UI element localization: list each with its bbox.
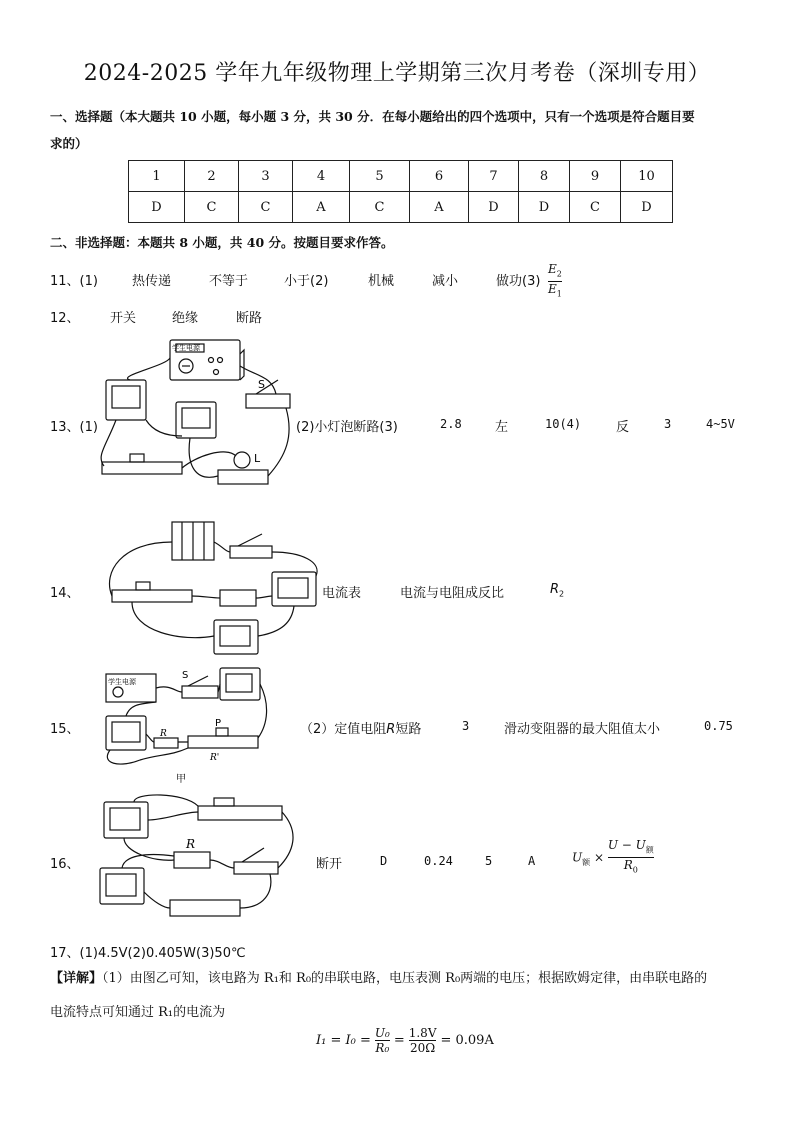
detail-paragraph <box>50 962 750 1030</box>
switch-label: S <box>182 670 189 681</box>
q15-answer-text: （2）定值电阻 <box>300 722 387 737</box>
formula-subscript: 额 <box>582 857 591 867</box>
frac-den-symbol: E <box>548 282 557 297</box>
table-cell: 2 <box>185 161 239 192</box>
equation-lhs: I₁ = I₀ = <box>316 1033 371 1048</box>
lamp-label: L <box>254 452 261 465</box>
q12-answer: 开关 <box>110 311 137 326</box>
q13-answer: (2)小灯泡断路(3) <box>296 420 398 435</box>
resistor-label: R <box>160 729 167 739</box>
answer-table-numbers-row <box>129 161 673 192</box>
q16-answer: 0.24 <box>424 854 453 868</box>
q15-answer <box>300 718 421 737</box>
detail-line: 电流特点可知通过 R₁的电流为 <box>50 1005 226 1020</box>
resistor <box>154 738 178 748</box>
q11-answer: 不等于 <box>209 274 249 289</box>
frac-num-symbol: E <box>548 262 557 276</box>
detail-line <box>50 962 750 996</box>
detail-tag: 【详解】 <box>50 971 103 986</box>
table-cell: A <box>410 192 469 223</box>
q12-answer: 断路 <box>236 311 263 326</box>
q11-fraction <box>548 262 562 302</box>
q12-answer: 绝缘 <box>172 311 199 326</box>
q14-label: 14、 <box>50 586 80 601</box>
equation-result: = 0.09A <box>440 1033 494 1048</box>
r-subscript: 2 <box>559 589 565 599</box>
fraction-numerator: U₀ <box>374 1026 390 1040</box>
formula-subscript: 0 <box>632 865 638 875</box>
table-cell: 10 <box>621 161 673 192</box>
r-symbol: R <box>386 722 396 737</box>
q14-answer: 电流与电阻成反比 <box>400 586 505 601</box>
q16-formula <box>572 838 654 878</box>
q16-answer: D <box>380 854 388 868</box>
rheostat <box>102 462 182 474</box>
q13-answer: 2.8 <box>440 417 462 431</box>
table-cell: 7 <box>469 161 519 192</box>
fraction <box>375 1026 390 1055</box>
section2-heading: 二、非选择题：本题共 8 小题，共 40 分。按题目要求作答。 <box>50 235 394 250</box>
table-cell: 4 <box>293 161 350 192</box>
q11-answer: 减小 <box>432 274 459 289</box>
q12-label: 12、 <box>50 311 80 326</box>
q11-answer: 机械 <box>368 274 395 289</box>
table-cell: 5 <box>350 161 410 192</box>
r-symbol: R <box>550 582 560 597</box>
q16-answer: A <box>528 854 536 868</box>
q11-answer: 做功(3) <box>496 274 541 289</box>
table-cell: C <box>239 192 293 223</box>
table-cell: D <box>469 192 519 223</box>
q13-answer: 左 <box>495 420 509 435</box>
table-cell: C <box>350 192 410 223</box>
fraction <box>548 262 562 302</box>
q13-answer: 4~5V <box>706 417 735 431</box>
figure-caption: 甲 <box>176 774 186 785</box>
q14-answer <box>550 582 564 599</box>
switch-label: S <box>258 378 265 391</box>
fraction-denominator <box>624 858 638 877</box>
rheostat <box>112 590 192 602</box>
lamp-base <box>218 470 268 484</box>
q17-answer: 17、(1)4.5V(2)0.405W(3)50℃ <box>50 946 246 961</box>
ammeter <box>214 620 258 654</box>
q13-label: 13、(1) <box>50 420 98 435</box>
formula-symbol: U − U <box>607 838 646 852</box>
formula-subscript: 额 <box>645 845 654 855</box>
power-supply-label: 学生电源 <box>172 344 200 352</box>
rheostat <box>188 736 258 748</box>
q15-label: 15、 <box>50 722 80 737</box>
switch <box>234 862 278 874</box>
resistor <box>174 852 210 868</box>
frac-den-sub: 1 <box>556 289 562 299</box>
voltmeter <box>272 572 316 606</box>
table-cell: D <box>129 192 185 223</box>
formula-operator: × <box>593 850 605 865</box>
q15-answer: 3 <box>462 719 470 733</box>
fraction-denominator: R₀ <box>375 1041 390 1055</box>
slider-label: P <box>215 718 222 729</box>
q16-label: 16、 <box>50 857 80 872</box>
q15-circuit-figure <box>100 664 270 786</box>
section1-heading-cont: 求的） <box>50 136 88 151</box>
q15-answer-text: 短路 <box>395 722 422 737</box>
answer-table-answers-row <box>129 192 673 223</box>
q13-answer: 3 <box>664 417 672 431</box>
table-cell: A <box>293 192 350 223</box>
q11-label: 11、(1) <box>50 274 98 289</box>
battery <box>170 900 240 916</box>
q11-answer: 小于(2) <box>284 274 329 289</box>
q13-answer: 10(4) <box>545 417 582 431</box>
fraction <box>608 838 654 878</box>
q14-circuit-figure <box>102 512 322 660</box>
q16-circuit-figure <box>94 792 306 924</box>
fraction-denominator <box>548 282 562 301</box>
q16-answer: 5 <box>485 854 493 868</box>
resistor-label: R <box>186 837 196 851</box>
switch <box>182 686 218 698</box>
lamp <box>234 452 250 468</box>
table-cell: 1 <box>129 161 185 192</box>
rheostat <box>198 806 282 820</box>
page-title: 2024-2025 学年九年级物理上学期第三次月考卷（深圳专用） <box>83 61 711 86</box>
q15-answer: 滑动变阻器的最大阻值太小 <box>504 722 661 737</box>
q16-answer: 断开 <box>316 857 343 872</box>
current-equation <box>316 1026 494 1055</box>
answer-table <box>128 160 673 223</box>
table-cell: D <box>621 192 673 223</box>
table-cell: 6 <box>410 161 469 192</box>
detail-text: （1）由图乙可知，该电路为 R₁和 R₀的串联电路，电压表测 R₀两端的电压；根据欧姆定律，由串联电路的 <box>102 971 708 986</box>
switch <box>230 546 272 558</box>
section1-heading: 一、选择题（本大题共 10 小题，每小题 3 分，共 30 分．在每小题给出的四个选项中，只有一个选项是符合题目要 <box>50 109 695 124</box>
q13-answer: 反 <box>616 420 630 435</box>
table-cell: 3 <box>239 161 293 192</box>
table-cell: C <box>570 192 621 223</box>
table-cell: 8 <box>519 161 570 192</box>
fraction-numerator: 1.8V <box>408 1026 437 1040</box>
switch <box>246 394 290 408</box>
q11-answer: 热传递 <box>132 274 172 289</box>
table-cell: C <box>185 192 239 223</box>
frac-num-sub: 2 <box>556 269 562 279</box>
table-cell: D <box>519 192 570 223</box>
formula-symbol: U <box>572 850 583 865</box>
q13-circuit-figure <box>96 336 296 492</box>
q14-answer: 电流表 <box>322 586 362 601</box>
equals-sign: = <box>393 1033 405 1048</box>
fraction-numerator <box>608 838 654 857</box>
fraction-numerator <box>548 262 562 281</box>
power-supply-label: 学生电源 <box>108 678 136 686</box>
resistor <box>220 590 256 606</box>
rheostat-label: R' <box>210 753 220 763</box>
formula-symbol: R <box>623 858 633 873</box>
q15-answer: 0.75 <box>704 719 733 733</box>
fraction <box>409 1026 437 1055</box>
fraction-denominator: 20Ω <box>410 1041 436 1055</box>
table-cell: 9 <box>570 161 621 192</box>
